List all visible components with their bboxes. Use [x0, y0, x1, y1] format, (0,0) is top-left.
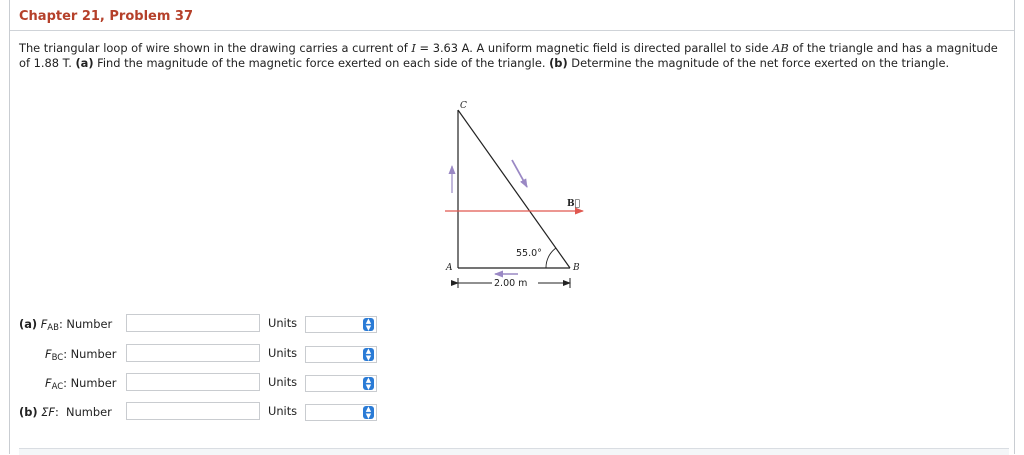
answer-label: $F_{BC}$: Number	[45, 347, 117, 363]
field-label: B⃗	[567, 199, 581, 209]
number-input-fbc[interactable]	[126, 344, 260, 362]
problem-text: The triangular loop of wire shown in the drawing carries a current of I = 3.63 A. A uniform magnetic field is directed parallel to side AB of the triangle and has a magnitude of 1.88 T. (a) Find the magnitude of the magnetic force exerted on each side of the triangle. (b) Determine the magnitude of the net force exerted on the triangle.	[19, 41, 998, 70]
units-select-net[interactable]	[305, 404, 377, 421]
number-input-net[interactable]	[126, 402, 260, 420]
up-down-chevron-icon[interactable]: ▲ ▼	[363, 348, 374, 361]
answer-label: (a) $F_{AB}$: Number	[19, 317, 113, 333]
units-select-fab[interactable]	[305, 316, 377, 333]
angle-label: 55.0°	[516, 248, 542, 259]
up-down-chevron-icon[interactable]: ▲ ▼	[363, 406, 374, 419]
units-label: Units	[268, 404, 298, 418]
number-input-fab[interactable]	[126, 314, 260, 332]
answer-label: $F_{AC}$: Number	[45, 376, 117, 392]
triangle-figure	[440, 98, 590, 292]
number-input-fac[interactable]	[126, 373, 260, 391]
angle-arc	[546, 248, 556, 268]
units-select-fac[interactable]	[305, 375, 377, 392]
problem-title: Chapter 21, Problem 37	[19, 9, 194, 24]
units-label: Units	[268, 346, 298, 360]
units-label: Units	[268, 316, 298, 330]
units-select-fbc[interactable]	[305, 346, 377, 363]
triangle-wire	[458, 110, 570, 268]
answer-label: (b) ΣF: Number	[19, 405, 112, 419]
current-arrow-cb	[512, 160, 527, 187]
up-down-chevron-icon[interactable]: ▲ ▼	[363, 318, 374, 331]
vertex-label-a: A	[446, 263, 453, 273]
units-label: Units	[268, 375, 298, 389]
vertex-label-b: B	[573, 263, 580, 273]
up-down-chevron-icon[interactable]: ▲ ▼	[363, 377, 374, 390]
vertex-label-c: C	[460, 101, 467, 111]
title-divider	[10, 30, 1014, 31]
length-label: 2.00 m	[494, 278, 528, 289]
